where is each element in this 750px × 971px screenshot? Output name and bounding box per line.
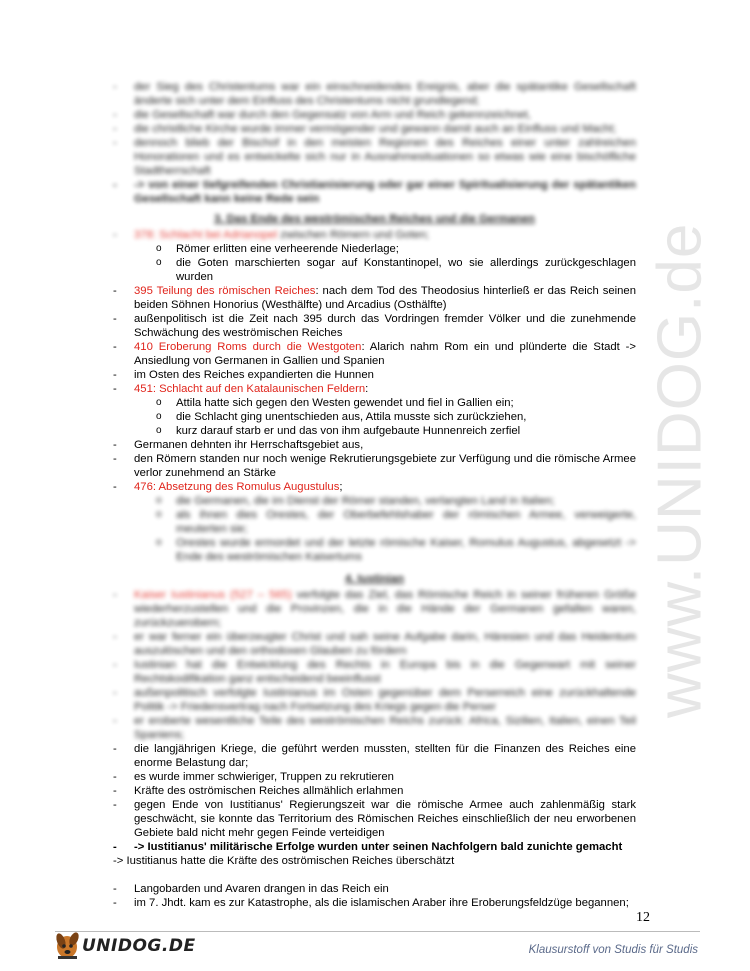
list-item: - außenpolitisch ist die Zeit nach 395 durch das Vordringen fremder Völker und die zunehmende Schwächung des weströmischen Reiches xyxy=(113,313,636,339)
list-item: - im Osten des Reiches expandierten die Hunnen xyxy=(113,369,374,381)
list-item: - 476: Absetzung des Romulus Augustulus; xyxy=(113,481,343,493)
list-item: - Kräfte des oströmischen Reiches allmählich erlahmen xyxy=(113,785,404,797)
list-item: - -> von einer tiefgreifenden Christianisierung oder gar einer Spiritualisierung der spätantiken Gesellschaft kann keine Rede sein xyxy=(113,179,636,205)
dog-icon xyxy=(52,927,82,961)
section-heading-3: 3. Das Ende des weströmischen Reiches und die Germanen xyxy=(214,213,535,225)
watermark: www.UNIDOG.de xyxy=(645,222,715,718)
list-item: - die langjährigen Kriege, die geführt werden mussten, stellten für die Finanzen des Reiches eine enorme Belastung dar; xyxy=(113,743,636,769)
list-item: - Langobarden und Avaren drangen in das Reich ein xyxy=(113,883,389,895)
list-item: - dennoch blieb der Bischof in den meisten Regionen des Reiches einer unter zahlreichen Honoratioren und es entwickelte sich nur in Ausnahmesituationen so etwas wie eine bischöfliche Stadtherrschaft xyxy=(113,137,636,177)
blurred-section4-block: - Kaiser Iustinianus (527 – 565) verfolgte das Ziel, das Römische Reich in seiner früheren Größe wiederherzustellen und die Provinzen, die in die Hände der Germanen gefallen waren, zurückzuerobern; - er war ferner ein überzeugter Christ und sah seine Aufgabe darin, Häresien und das Heidentum auszulöschen und den orthodoxen Glauben zu fördern - Iustinian hat die Entwicklung des Rechts in Europa bis in die Gegenwart mit seiner Rechtskodifikation ganz entscheidend beeinflusst - außenpolitisch verfolgte Iustinianus im Osten gegenüber dem Perserreich eine zurückhaltende Politik -> Friedensvertrag nach Fortsetzung des Kriegs gegen die Perser - er eroberte wesentliche Teile des weströmischen Reichs zurück: Africa, Sizilien, Italien, einen Teil Spaniens; xyxy=(113,589,636,741)
section-heading-4: 4. Iustinian xyxy=(344,573,404,585)
list-item: - 395 Teilung des römischen Reiches: nach dem Tod des Theodosius hinterließ er das Reich seinen beiden Söhnen Honorius (Westhälfte) und Arcadius (Osthälfte) xyxy=(113,285,636,311)
blurred-sub-block: o die Germanen, die im Dienst der Römer standen, verlangten Land in Italien; o als ihnen dies Orestes, der Oberbefehlshaber der römischen Armee, verweigerte, meuterten sie; o Orestes wurde ermordet und der letzte römische Kaiser, Romulus Augustus, abgesetzt -> Ende des weströmischen Kaisertums xyxy=(156,495,636,563)
unidog-logo xyxy=(52,925,196,961)
list-item: - der Sieg des Christentums war ein einschneidendes Ereignis, aber die spätantike Gesellschaft änderte sich unter dem Einfluss des Christentums nicht grundlegend; xyxy=(113,81,636,107)
sub-item: o die Goten marschierten sogar auf Konstantinopel, wo sie allerdings zurückgeschlagen wurden xyxy=(156,257,636,283)
list-item: - 451: Schlacht auf den Katalaunischen Feldern: xyxy=(113,383,369,395)
footer-tagline: Klausurstoff von Studis für Studis xyxy=(528,944,698,956)
list-item: - die christliche Kirche wurde immer vermögender und gewann damit auch an Einfluss und Macht; xyxy=(113,123,617,135)
list-item: - -> Iustitianus' militärische Erfolge wurden unter seinen Nachfolgern bald zunichte gemacht xyxy=(113,841,623,853)
list-item: - 378: Schlacht bei Adrianopel zwischen Römern und Goten; xyxy=(113,229,430,241)
list-item: - 410 Eroberung Roms durch die Westgoten: Alarich nahm Rom ein und plünderte die Stadt -> Ansiedlung von Germanen in Gallien und Spanien xyxy=(113,341,636,367)
page-content xyxy=(113,80,636,910)
conclusion-line: -> Iustitianus hatte die Kräfte des oströmischen Reiches überschätzt xyxy=(113,855,455,867)
page-number: 12 xyxy=(636,910,650,925)
sub-item: o kurz darauf starb er und das von ihm aufgebaute Hunnenreich zerfiel xyxy=(156,425,521,437)
sub-item: o Attila hatte sich gegen den Westen gewendet und fiel in Gallien ein; xyxy=(156,397,514,409)
list-item: - gegen Ende von Iustitianus' Regierungszeit war die römische Armee auch zahlenmäßig stark geschwächt, sie konnte das Territorium des Römischen Reiches einschließlich der neu erworbenen Gebiete bald nicht mehr gegen Feinde verteidigen xyxy=(113,799,636,839)
list-item: - den Römern standen nur noch wenige Rekrutierungsgebiete zur Verfügung und die römische Armee verlor zunehmend an Stärke xyxy=(113,453,636,479)
blurred-top-block xyxy=(113,80,636,206)
list-item: - die Gesellschaft war durch den Gegensatz von Arm und Reich gekennzeichnet, xyxy=(113,109,531,121)
list-item: - Germanen dehnten ihr Herrschaftsgebiet aus, xyxy=(113,439,364,451)
sub-item: o Römer erlitten eine verheerende Niederlage; xyxy=(156,243,399,255)
sub-item: o die Schlacht ging unentschieden aus, Attila musste sich zurückziehen, xyxy=(156,411,527,423)
logo-text: UNIDOG.DE xyxy=(82,936,196,956)
list-item: - es wurde immer schwieriger, Truppen zu rekrutieren xyxy=(113,771,394,783)
list-item: - im 7. Jhdt. kam es zur Katastrophe, als die islamischen Araber ihre Eroberungsfeldzüge begannen; xyxy=(113,897,629,909)
